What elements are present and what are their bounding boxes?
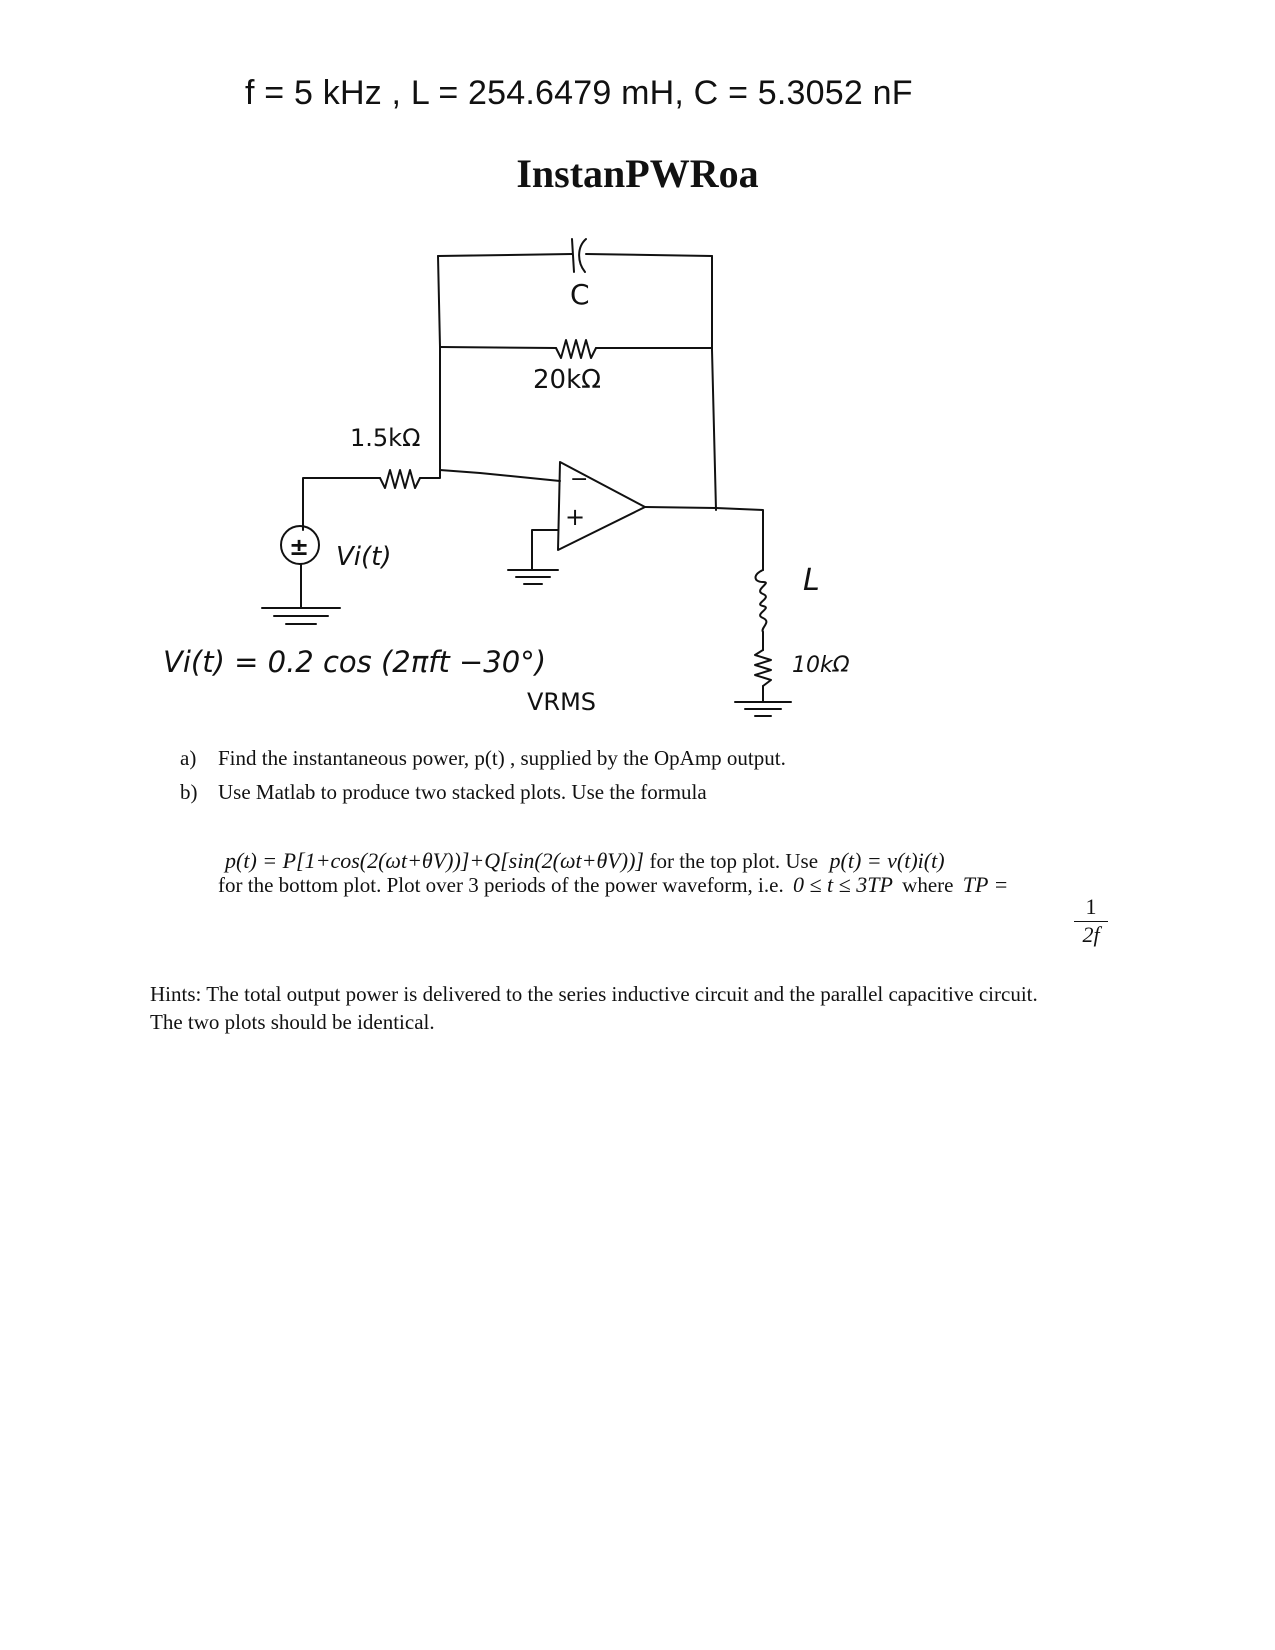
capacitor-plate-1 bbox=[572, 239, 574, 272]
opamp-output-wire bbox=[645, 507, 763, 570]
hints-line-2: The two plots should be identical. bbox=[150, 1010, 435, 1034]
bottom-plot-text: for the bottom plot. Plot over 3 periods of the power waveform, i.e. bbox=[218, 873, 784, 897]
circuit-diagram bbox=[0, 215, 1275, 735]
input-wire-left bbox=[303, 478, 380, 530]
source-label: Vi(t) bbox=[336, 542, 392, 572]
inductor-coil bbox=[756, 570, 767, 632]
opamp-plus-label: + bbox=[565, 503, 586, 531]
source-polarity-label: ± bbox=[289, 533, 310, 561]
capacitor-wire-right bbox=[586, 254, 712, 256]
input-wire-right bbox=[420, 470, 560, 481]
alt-power-formula: p(t) = v(t)i(t) bbox=[829, 848, 945, 873]
input-resistor bbox=[380, 470, 420, 488]
plus-input-wire bbox=[532, 530, 558, 570]
source-ground bbox=[262, 608, 340, 624]
power-formula-line bbox=[225, 848, 945, 874]
question-b-text-2 bbox=[218, 872, 1008, 898]
question-a-label: a) bbox=[180, 746, 197, 770]
capacitor-label: C bbox=[570, 278, 590, 311]
formula-tail-text: for the top plot. Use bbox=[649, 849, 819, 873]
capacitor-plate-2 bbox=[579, 239, 586, 272]
circuit-parameters: f = 5 kHz , L = 254.6479 mH, C = 5.3052 nF bbox=[245, 74, 913, 112]
where-text: where bbox=[902, 873, 954, 897]
input-resistor-label: 1.5kΩ bbox=[350, 424, 421, 452]
plus-ground bbox=[508, 570, 558, 584]
opamp-minus-label: − bbox=[570, 467, 589, 492]
load-resistor-label: 10kΩ bbox=[792, 653, 850, 678]
question-b-text: Use Matlab to produce two stacked plots. Use the formula bbox=[218, 780, 707, 804]
inductor-label: L bbox=[803, 563, 820, 598]
fraction-numerator: 1 bbox=[1074, 894, 1108, 922]
load-resistor bbox=[755, 650, 771, 686]
load-ground bbox=[735, 702, 791, 716]
capacitor-wire-left bbox=[438, 254, 572, 256]
source-units: VRMS bbox=[527, 688, 597, 716]
left-vertical-wire bbox=[438, 256, 440, 470]
feedback-resistor bbox=[556, 340, 596, 358]
feedback-wire-left bbox=[440, 347, 556, 348]
question-a-text: Find the instantaneous power, p(t) , supplied by the OpAmp output. bbox=[218, 746, 786, 770]
hints-block bbox=[150, 980, 1250, 1036]
right-vertical-wire bbox=[712, 256, 716, 510]
power-formula: p(t) = P[1+cos(2(ωt+θV))]+Q[sin(2(ωt+θV))] bbox=[225, 848, 644, 873]
page-title: InstanPWRoa bbox=[516, 151, 759, 196]
hints-line-1: Hints: The total output power is delivered to the series inductive circuit and the parallel capacitive circuit. bbox=[150, 982, 1038, 1006]
question-b-label: b) bbox=[180, 780, 198, 804]
fraction-denominator: 2f bbox=[1082, 922, 1100, 947]
source-equation: Vi(t) = 0.2 cos (2πft −30°) bbox=[163, 645, 547, 679]
tp-fraction bbox=[1074, 894, 1108, 948]
feedback-resistor-label: 20kΩ bbox=[533, 365, 602, 395]
tp-expression: TP = bbox=[962, 872, 1009, 897]
time-range: 0 ≤ t ≤ 3TP bbox=[792, 872, 893, 897]
